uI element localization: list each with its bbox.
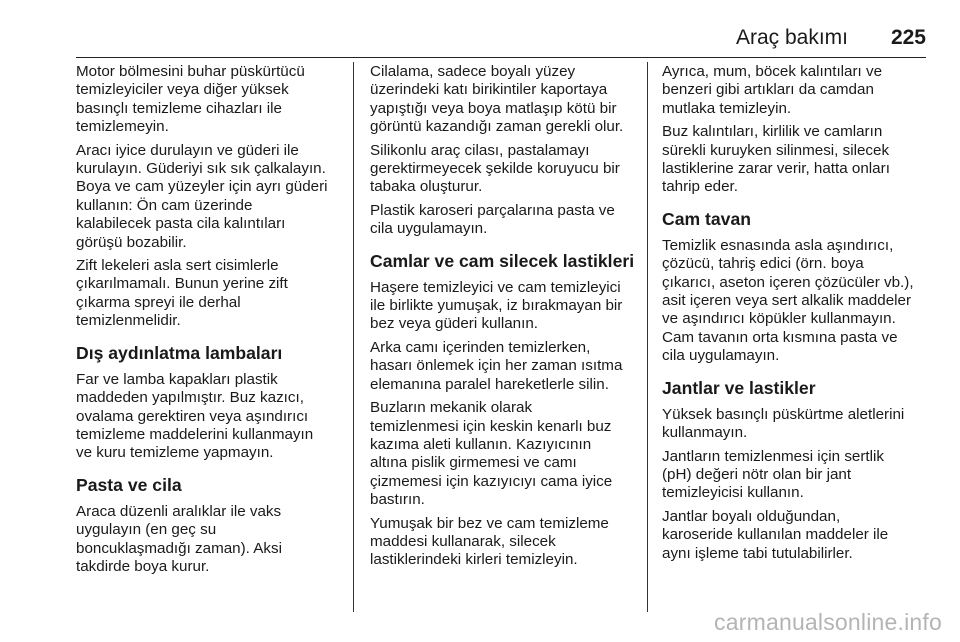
text-line: çıkarma spreyi ile derhal xyxy=(76,293,241,311)
text-line: asit içeren veya sert alkalik maddeler xyxy=(662,292,912,310)
paragraph xyxy=(76,503,348,577)
paragraph xyxy=(662,123,934,197)
page-number: 225 xyxy=(890,26,926,49)
text-line: üzerindeki katı birikintiler kaportaya xyxy=(370,81,608,99)
text-line: gerektirmeyecek şekilde koruyucu bir xyxy=(370,160,620,178)
text-line: kalabilecek pasta cila kalıntıları xyxy=(76,215,286,233)
text-line: Haşere temizleyici ve cam temizleyici xyxy=(370,278,621,296)
text-line: Yumuşak bir bez ve cam temizleme xyxy=(370,514,609,532)
page-header xyxy=(76,22,926,52)
text-line: ve aşındırıcı köpükler kullanmayın. xyxy=(662,310,896,328)
paragraph xyxy=(662,406,934,443)
text-line: temizleme maddelerini kullanmayın xyxy=(76,425,314,443)
column-divider-1 xyxy=(353,62,354,612)
text-line: Plastik karoseri parçalarına pasta ve xyxy=(370,201,615,219)
text-line: bez veya güderi kullanın. xyxy=(370,315,539,333)
text-line: hasarı önlemek için her zaman ısıtma xyxy=(370,357,623,375)
text-line: lastiklerine zarar verir, hatta onları xyxy=(662,160,890,178)
text-line: Zift lekeleri asla sert cisimlerle xyxy=(76,257,279,275)
watermark: carmanualsonline.info xyxy=(714,609,942,635)
text-line: temizlenmesi için keskin kenarlı buz xyxy=(370,417,612,435)
text-line: Motor bölmesini buhar püskürtücü xyxy=(76,63,305,80)
paragraph xyxy=(662,448,934,503)
header-rule xyxy=(76,57,926,58)
section-heading xyxy=(370,251,642,272)
text-line: sürekli kuruyken silinmesi, silecek xyxy=(662,141,890,159)
paragraph xyxy=(370,399,642,509)
paragraph xyxy=(370,339,642,394)
text-line: ovalama gerektiren veya aşındırıcı xyxy=(76,407,309,425)
text-line: kazıma aleti kullanın. Kazıyıcının xyxy=(370,435,592,453)
text-line: aynı işleme tabi tutulabilirler. xyxy=(662,544,853,562)
text-line: Jantların temizlenmesi için sertlik xyxy=(662,447,884,465)
text-line: Jantlar ve lastikler xyxy=(662,377,816,398)
text-column-3 xyxy=(662,63,934,568)
text-line: Ayrıca, mum, böcek kalıntıları ve xyxy=(662,63,883,80)
text-line: Cam tavan xyxy=(662,208,751,229)
text-line: altına pislik girmemesi ve camı xyxy=(370,454,577,472)
text-line: Buz kalıntıları, kirlilik ve camların xyxy=(662,123,883,141)
paragraph xyxy=(370,279,642,334)
section-title: Araç bakımı xyxy=(735,26,848,49)
text-line: (pH) değeri nötr olan bir jant xyxy=(662,465,852,483)
text-line: çözücü, tahriş edici (örn. boya xyxy=(662,255,864,273)
text-line: Silikonlu araç cilası, pastalamayı xyxy=(370,141,590,159)
text-line: cila uygulamayın. xyxy=(370,220,488,238)
text-line: Arka camı içerinden temizlerken, xyxy=(370,338,591,356)
paragraph xyxy=(370,515,642,570)
text-line: lastiklerindeki kirleri temizleyin. xyxy=(370,551,578,569)
paragraph xyxy=(662,508,934,563)
text-line: temizlemeyin. xyxy=(76,118,169,136)
text-line: Camlar ve cam silecek lastikleri xyxy=(370,250,635,271)
text-line: Pasta ve cila xyxy=(76,474,182,495)
paragraph xyxy=(662,237,934,366)
text-line: çıkarıcı, aseton içeren çözücüler vb.), xyxy=(662,273,914,291)
text-line: basınçlı temizleme cihazları ile xyxy=(76,99,282,117)
text-line: maddeden yapılmıştır. Buz kazıcı, xyxy=(76,389,304,407)
text-line: tahrip eder. xyxy=(662,178,738,196)
text-line: çizmemesi için kazıyıcıyı cama iyice xyxy=(370,472,613,490)
text-line: Aracı iyice durulayın ve güderi ile xyxy=(76,141,299,159)
text-line: elemanına paralel hareketlerle silin. xyxy=(370,375,609,393)
text-line: kurulayın. Güderiyi sık sık çalkalayın. xyxy=(76,160,326,178)
section-heading xyxy=(76,343,348,364)
text-line: Cilalama, sadece boyalı yüzey xyxy=(370,63,576,80)
paragraph xyxy=(76,63,348,137)
text-line: temizleyicisi kullanın. xyxy=(662,484,804,502)
text-line: uygulayın (en geç su xyxy=(76,521,217,539)
text-line: bastırın. xyxy=(370,491,425,509)
text-line: cila uygulamayın. xyxy=(662,347,780,365)
text-line: görüşü bozabilir. xyxy=(76,233,187,251)
text-line: Yüksek basınçlı püskürtme aletlerini xyxy=(662,405,905,423)
section-heading xyxy=(662,378,934,399)
column-divider-2 xyxy=(647,62,648,612)
text-column-2 xyxy=(370,63,642,575)
text-column-1 xyxy=(76,63,348,581)
text-line: Boya ve cam yüzeyler için ayrı güderi xyxy=(76,178,328,196)
text-line: tabaka oluşturur. xyxy=(370,178,483,196)
paragraph xyxy=(662,63,934,118)
text-line: Dış aydınlatma lambaları xyxy=(76,342,283,363)
paragraph xyxy=(370,202,642,239)
text-line: ve kuru temizleme yapmayın. xyxy=(76,444,274,462)
paragraph xyxy=(76,257,348,331)
text-line: boncuklaşmadığı zaman). Aksi xyxy=(76,539,282,557)
text-line: maddesi kullanarak, silecek xyxy=(370,532,556,550)
text-line: kullanmayın. xyxy=(662,424,748,442)
text-line: mutlaka temizleyin. xyxy=(662,99,792,117)
text-line: Temizlik esnasında asla aşındırıcı, xyxy=(662,236,894,254)
text-line: Araca düzenli aralıklar ile vaks xyxy=(76,502,282,520)
text-line: ile birlikte yumuşak, iz bırakmayan bir xyxy=(370,297,623,315)
text-line: Buzların mekanik olarak xyxy=(370,399,533,417)
text-line: temizlenmelidir. xyxy=(76,312,181,330)
paragraph xyxy=(76,371,348,463)
text-line: Far ve lamba kapakları plastik xyxy=(76,370,278,388)
section-heading xyxy=(662,209,934,230)
text-line: yapıştığı veya boya matlaşıp kötü bir xyxy=(370,99,617,117)
text-line: kullanın: Ön cam üzerinde xyxy=(76,196,253,214)
text-line: çıkarılmamalı. Bunun yerine zift xyxy=(76,275,288,293)
paragraph xyxy=(76,142,348,252)
paragraph xyxy=(370,142,642,197)
text-line: karoseride kullanılan maddeler ile xyxy=(662,526,889,544)
text-line: Jantlar boyalı olduğundan, xyxy=(662,507,841,525)
text-line: benzeri gibi artıkları da camdan xyxy=(662,81,874,99)
paragraph xyxy=(370,63,642,137)
text-line: takdirde boya kurur. xyxy=(76,557,210,575)
text-line: temizleyiciler veya diğer yüksek xyxy=(76,81,289,99)
text-line: Cam tavanın orta kısmına pasta ve xyxy=(662,328,898,346)
text-line: görüntü kazandığı zaman gerekli olur. xyxy=(370,118,624,136)
section-heading xyxy=(76,475,348,496)
